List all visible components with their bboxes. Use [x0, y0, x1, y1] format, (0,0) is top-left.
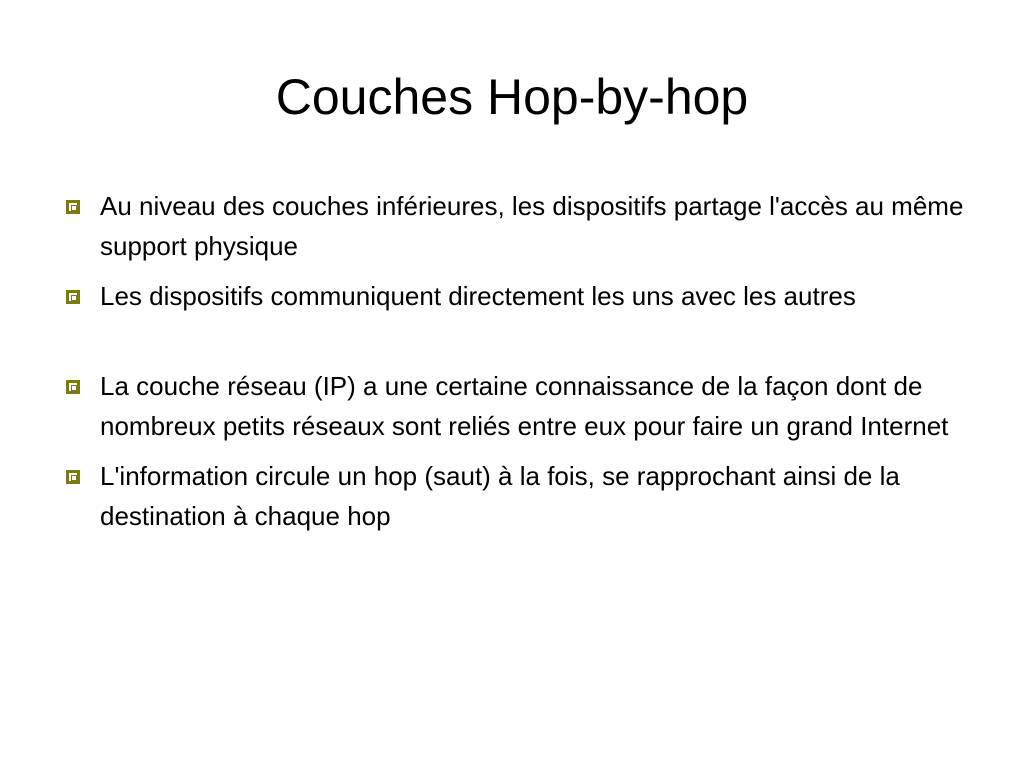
bullet-text: Au niveau des couches inférieures, les dispositifs partage l'accès au même support physique	[100, 191, 964, 261]
square-bullet-icon	[66, 470, 80, 484]
bullet-item	[66, 366, 966, 446]
bullet-text: Les dispositifs communiquent directement les uns avec les autres	[100, 281, 856, 311]
square-bullet-icon	[66, 200, 80, 214]
bullet-text: La couche réseau (IP) a une certaine connaissance de la façon dont de nombreux petits réseaux sont reliés entre eux pour faire un grand Internet	[100, 371, 949, 441]
slide-title: Couches Hop-by-hop	[275, 69, 749, 125]
bullet-text: L'information circule un hop (saut) à la fois, se rapprochant ainsi de la destination à chaque hop	[100, 461, 900, 531]
bullet-item	[66, 186, 966, 266]
bullet-item	[66, 456, 966, 536]
bullet-list	[66, 186, 966, 536]
square-bullet-icon	[66, 380, 80, 394]
square-bullet-icon	[66, 290, 80, 304]
bullet-item	[66, 276, 966, 316]
